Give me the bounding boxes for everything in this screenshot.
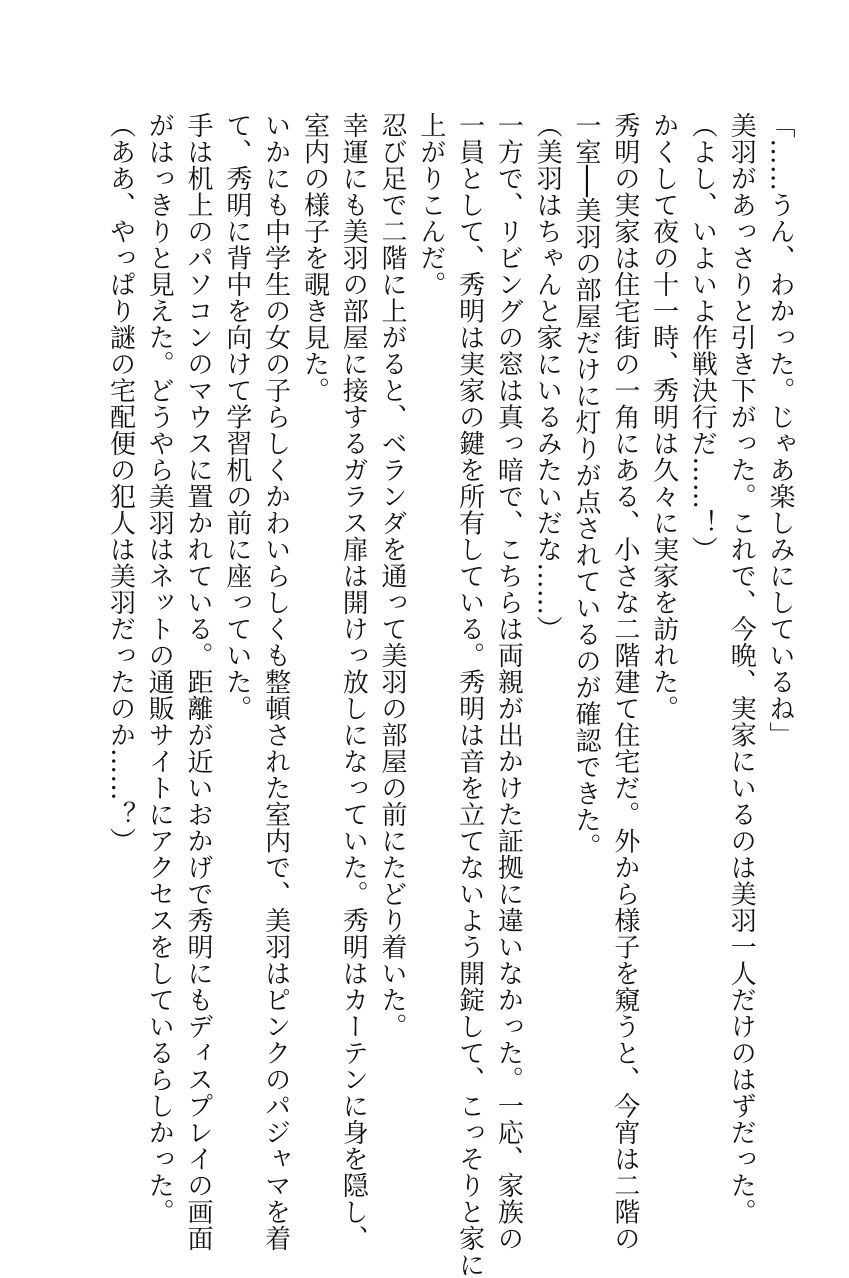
- narration-line: 上がりこんだ。: [415, 112, 446, 298]
- narration-line: がはっきりと見えた。どうやら美羽はネットの通販サイトにアクセスをしているらしかった。: [144, 112, 175, 1225]
- narration-line: いかにも中学生の女の子らしくかわいらしくも整頓された室内で、美羽はピンクのパジャマを着: [260, 112, 291, 1252]
- narration-line: 室内の様子を覗き見た。: [299, 112, 330, 404]
- thought-line: （美羽はちゃんと家にいるみたいだな……）: [532, 112, 563, 642]
- narration-line: 忍び足で二階に上がると、ベランダを通って美羽の部屋の前にたどり着いた。: [377, 112, 408, 1040]
- narration-line: 一員として、秀明は実家の鍵を所有している。秀明は音を立てないよう開錠して、こっそりと家に: [454, 112, 485, 1278]
- narration-line: 秀明の実家は住宅街の一角にある、小さな二階建て住宅だ。外から様子を窺うと、今宵は二階の: [609, 112, 640, 1252]
- narration-line: 幸運にも美羽の部屋に接するガラス扉は開けっ放しになっていた。秀明はカーテンに身を隠し、: [338, 112, 369, 1252]
- narration-line: かくして夜の十一時、秀明は久々に実家を訪れた。: [648, 112, 679, 722]
- vertical-body-text: [101, 112, 799, 1278]
- narration-line: 一室──美羽の部屋だけに灯りが点されているのが確認できた。: [571, 112, 602, 860]
- narration-line: 美羽があっさりと引き下がった。これで、今晩、実家にいるのは美羽一人だけのはずだった。: [726, 112, 757, 1225]
- thought-line: （ああ、やっぱり謎の宅配便の犯人は美羽だったのか……？）: [105, 112, 136, 854]
- narration-line: 手は机上のパソコンのマウスに置かれている。距離が近いおかげで秀明にもディスプレイの画面: [183, 112, 214, 1252]
- dialogue-line: 「……うん、わかった。じゃあ楽しみにしているね」: [765, 112, 795, 748]
- narration-line: 一方で、リビングの窓は真っ暗で、こちらは両親が出かけた証拠に違いなかった。一応、家族の: [493, 112, 524, 1252]
- thought-line: （よし、いよいよ作戦決行だ……！）: [687, 112, 718, 563]
- narration-line: て、秀明に背中を向けて学習机の前に座っていた。: [221, 112, 252, 722]
